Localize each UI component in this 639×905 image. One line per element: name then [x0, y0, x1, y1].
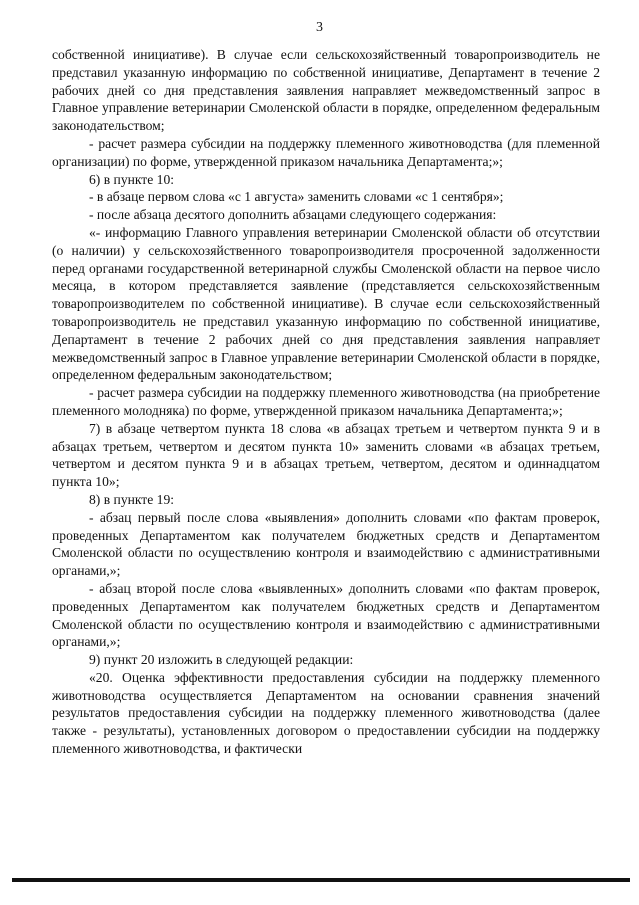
paragraph: 6) в пункте 10: — [89, 171, 175, 187]
paragraph: - расчет размера субсидии на поддержку племенного животноводства (для племенной организации) по форме, утвержденной приказом начальника Департамента;»; — [52, 135, 600, 169]
paragraph: 9) пункт 20 изложить в следующей редакции: — [89, 652, 354, 668]
paragraph: - в абзаце первом слова «с 1 августа» заменить словами «с 1 сентября»; — [89, 189, 504, 205]
bottom-rule — [12, 878, 630, 882]
paragraph: - абзац второй после слова «выявленных» дополнить словами «по фактам проверок, проведенных Департаментом как получателем бюджетных средств и Департаментом Смоленской области по осуществлению контроля и взаимодействию с административными органами,»; — [52, 580, 600, 650]
page-number: 3 — [316, 20, 323, 35]
paragraph: «20. Оценка эффективности предоставления субсидии на поддержку племенного животноводства осуществляется Департаментом на основании сравнения значений результатов предоставления субсидии на поддержку племенного животноводства (далее также - результаты), установленных договором о предоставлении субсидии на поддержку племенного животноводства, и фактически — [52, 669, 600, 757]
paragraph: - после абзаца десятого дополнить абзацами следующего содержания: — [89, 207, 497, 223]
paragraph: - абзац первый после слова «выявления» дополнить словами «по фактам проверок, проведенных Департаментом как получателем бюджетных средств и Департаментом Смоленской области по осуществлению контроля и взаимодействию с административными органами,»; — [52, 509, 600, 579]
paragraph: - расчет размера субсидии на поддержку племенного животноводства (на приобретение племенного молодняка) по форме, утвержденной приказом начальника Департамента;»; — [52, 385, 600, 418]
paragraph: собственной инициативе). В случае если сельскохозяйственный товаропроизводитель не представил указанную информацию по собственной инициативе, Департамент в течение 2 рабочих дней со дня представления заявления направляет межведомственный запрос в Главное управление ветеринарии Смоленской области в порядке, определенном федеральным законодательством; — [52, 47, 600, 134]
paragraph: 7) в абзаце четвертом пункта 18 слова «в абзацах третьем и четвертом пункта 9 и в абзацах третьем, четвертом и десятом пункта 10» заменить словами «в абзацах третьем, четвертом и десятом пункта 9 и в абзацах третьем, четвертом, десятом и одиннадцатом пункта 10»; — [52, 420, 600, 490]
document-body — [52, 46, 600, 758]
paragraph: «- информацию Главного управления ветеринарии Смоленской области об отсутствии (о наличии) у сельскохозяйственного товаропроизводителя просроченной задолженности перед органами государственной ветеринарной службы Смоленской области на первое число месяца, в котором представляется заявление (представляется сельскохозяйственным товаропроизводителем по собственной инициативе). В случае если сельскохозяйственный товаропроизводитель не представил указанную информацию по собственной инициативе, Департамент в течение 2 рабочих дней со дня представления заявления направляет межведомственный запрос в Главное управление ветеринарии Смоленской области в порядке, определенном федеральным законодательством; — [52, 224, 600, 383]
paragraph: 8) в пункте 19: — [89, 491, 175, 507]
